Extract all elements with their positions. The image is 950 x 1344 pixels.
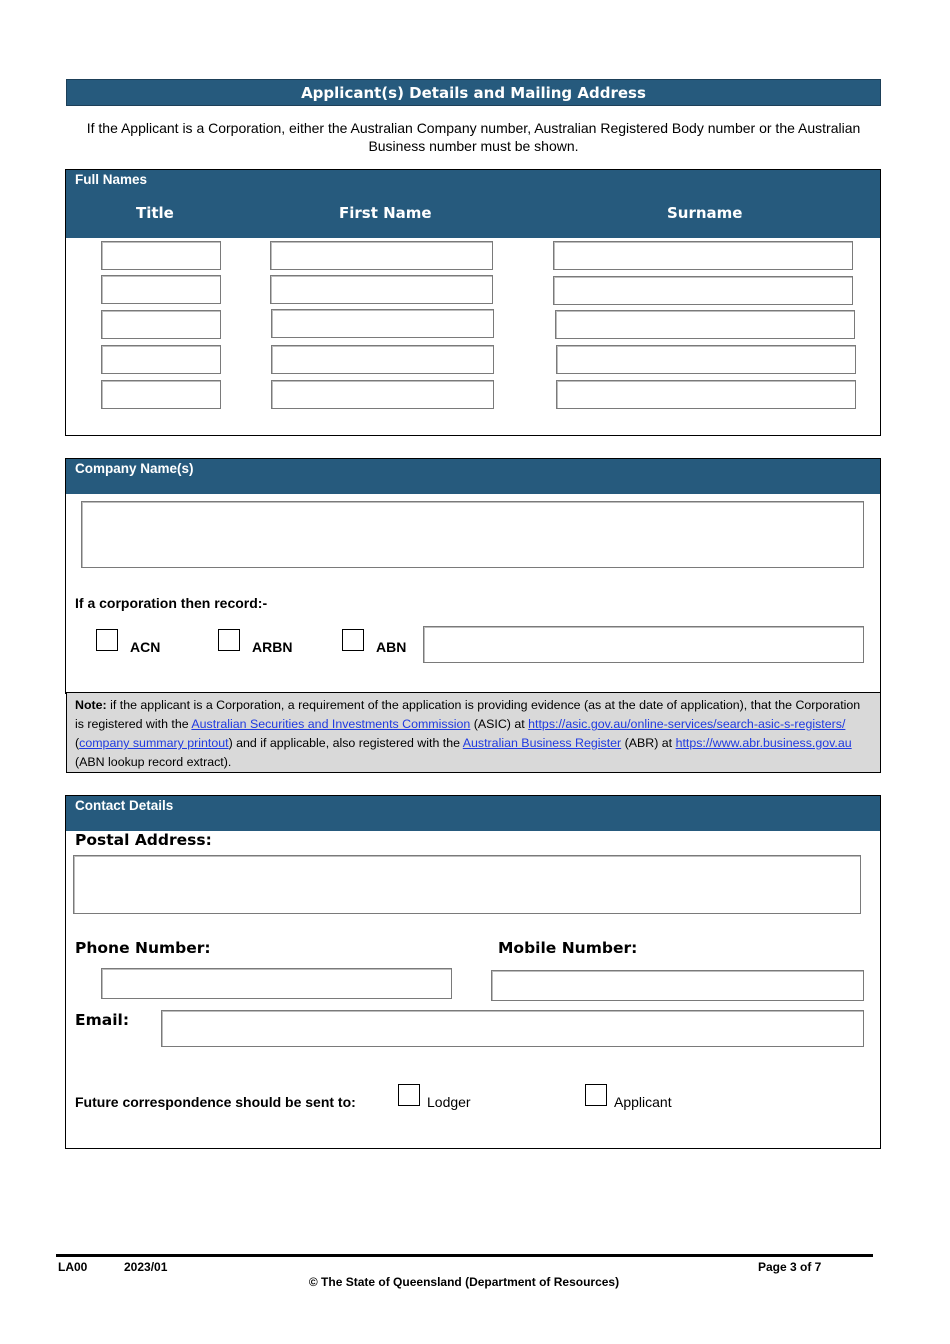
note-text-4: ) and if applicable, also registered with the: [228, 736, 463, 750]
company-header: [66, 459, 880, 494]
surname-field-3[interactable]: [555, 310, 855, 339]
abr-url-link[interactable]: https://www.abr.business.gov.au: [675, 736, 852, 750]
first-name-field-1[interactable]: [270, 241, 493, 270]
first-name-field-2[interactable]: [270, 275, 493, 304]
surname-column-header: Surname: [667, 204, 743, 222]
phone-number-field[interactable]: [101, 968, 452, 999]
note-text-2: (ASIC) at: [470, 717, 529, 731]
first-name-field-4[interactable]: [271, 345, 494, 374]
title-field-5[interactable]: [101, 380, 221, 409]
abn-checkbox[interactable]: [342, 629, 364, 651]
lodger-label: Lodger: [427, 1094, 471, 1110]
company-name-field[interactable]: [81, 501, 864, 568]
applicant-checkbox[interactable]: [585, 1084, 607, 1106]
arbn-label: ARBN: [252, 639, 293, 655]
title-field-3[interactable]: [101, 310, 221, 339]
surname-field-2[interactable]: [553, 276, 853, 305]
title-field-2[interactable]: [101, 275, 221, 304]
corporation-prompt: If a corporation then record:-: [75, 595, 268, 611]
asic-link[interactable]: Australian Securities and Investments Commission: [191, 717, 471, 731]
note-label: Note:: [75, 698, 107, 712]
page-number: Page 3 of 7: [758, 1260, 822, 1274]
abr-link[interactable]: Australian Business Register: [462, 736, 622, 750]
title-field-4[interactable]: [101, 345, 221, 374]
mobile-number-label: Mobile Number:: [498, 939, 638, 957]
mobile-number-field[interactable]: [491, 970, 864, 1001]
section-title: Applicant(s) Details and Mailing Address: [66, 79, 881, 106]
first-name-field-3[interactable]: [271, 309, 494, 338]
acn-checkbox[interactable]: [96, 629, 118, 651]
contact-label: Contact Details: [75, 798, 174, 813]
surname-field-1[interactable]: [553, 241, 853, 270]
email-field[interactable]: [161, 1010, 864, 1047]
full-names-label: Full Names: [75, 172, 148, 187]
phone-number-label: Phone Number:: [75, 939, 211, 957]
title-field-1[interactable]: [101, 241, 221, 270]
correspondence-label: Future correspondence should be sent to:: [75, 1094, 356, 1110]
asic-url-link[interactable]: https://asic.gov.au/online-services/search-asic-s-registers/: [528, 717, 846, 731]
note-text-6: (ABN lookup record extract).: [75, 755, 232, 769]
form-code: LA00: [58, 1260, 88, 1274]
acn-label: ACN: [130, 639, 161, 655]
copyright: © The State of Queensland (Department of Resources): [308, 1275, 620, 1289]
surname-field-5[interactable]: [556, 380, 856, 409]
company-summary-link[interactable]: company summary printout: [79, 736, 229, 750]
note-text-3: (: [75, 736, 80, 750]
first-name-field-5[interactable]: [271, 380, 494, 409]
corporation-number-field[interactable]: [423, 626, 864, 663]
intro-text: If the Applicant is a Corporation, either the Australian Company number, Australian Registered Body number or the Australian Business number must be shown.: [86, 120, 861, 154]
email-label: Email:: [75, 1011, 130, 1029]
applicant-label: Applicant: [614, 1094, 672, 1110]
first-name-column-header: First Name: [339, 204, 432, 222]
postal-address-label: Postal Address:: [75, 831, 212, 849]
postal-address-field[interactable]: [73, 855, 861, 914]
note-text-1: if the applicant is a Corporation, a requirement of the application is providing evidence (as at the date of application), that the Corporation is registered with the: [75, 698, 861, 731]
note-text-5: (ABR) at: [621, 736, 676, 750]
surname-field-4[interactable]: [556, 345, 856, 374]
form-version: 2023/01: [124, 1260, 168, 1274]
company-label: Company Name(s): [75, 461, 194, 476]
title-column-header: Title: [136, 204, 174, 222]
abn-label: ABN: [376, 639, 407, 655]
contact-header: [66, 796, 880, 831]
footer-rule: [56, 1254, 873, 1257]
arbn-checkbox[interactable]: [218, 629, 240, 651]
note-box: [66, 692, 881, 773]
lodger-checkbox[interactable]: [398, 1084, 420, 1106]
full-names-header: [66, 170, 880, 238]
